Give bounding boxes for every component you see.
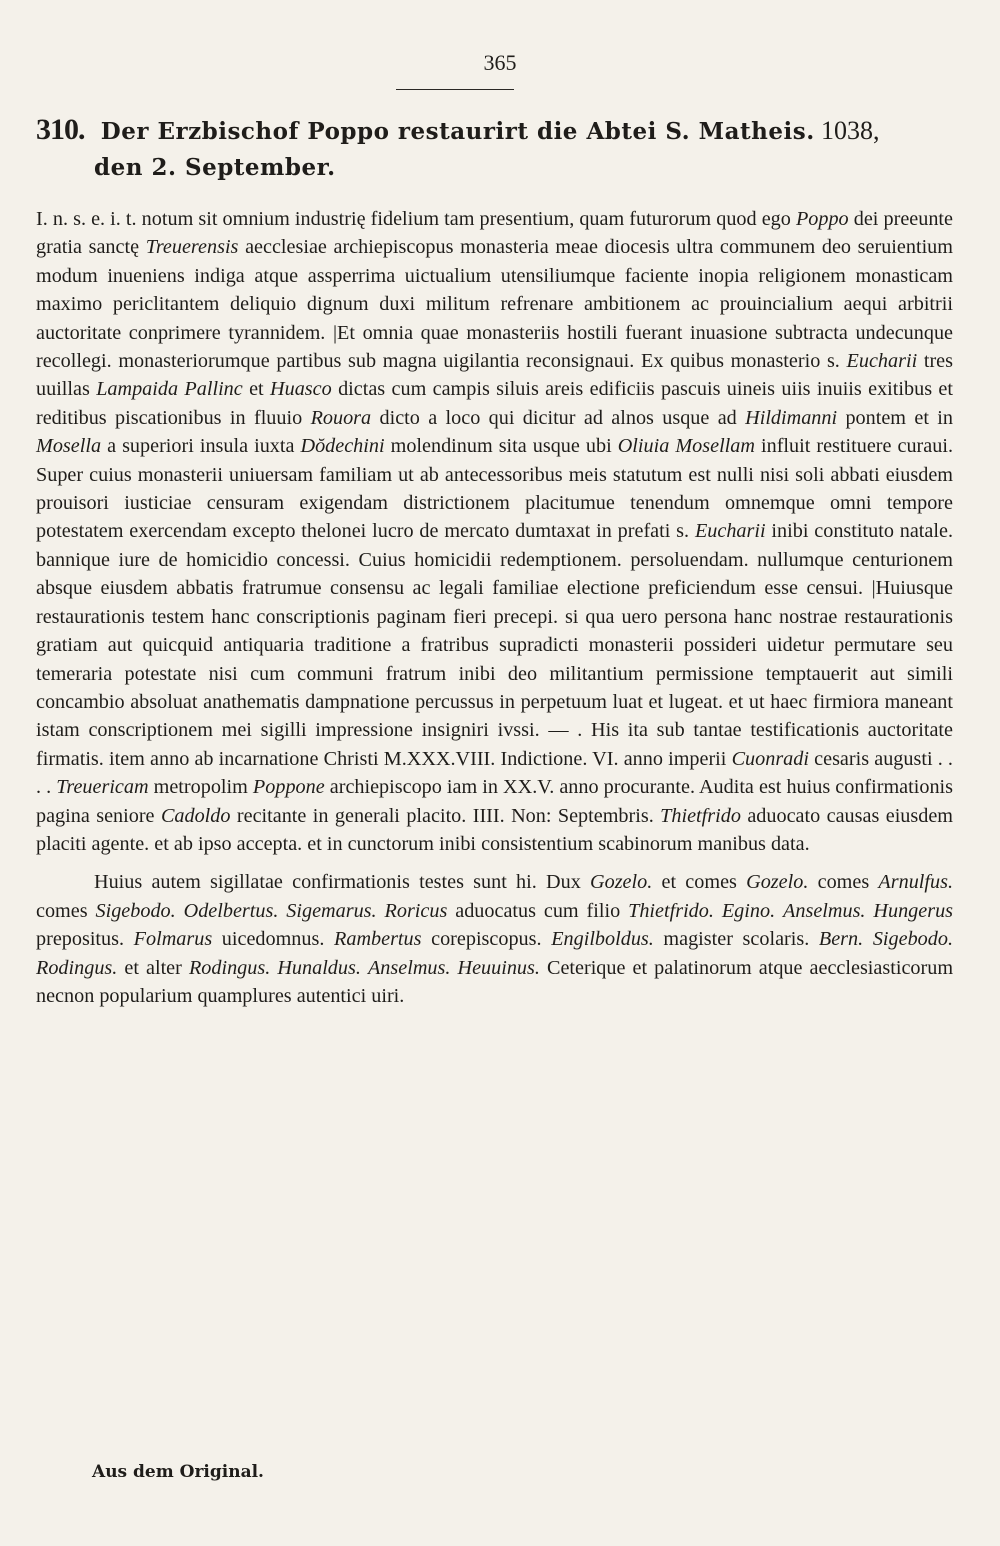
name-hildimanni: Hildimanni bbox=[745, 406, 838, 429]
text-run: inibi constituto natale. bannique iure de homicidio concessi. Cuius homicidii redemptionem. persoluendam. nullumque centurionem absque eiusdem abbatis fratrumue consensu ac legali familiae electione preficiendum esse censui. |Huiusque restaurationis testem hanc conscriptionis paginam fieri precepi. si qua uero persona hanc nostrae restaurationis gratiam aut quicquid antiquaria traditione a fratribus supradicti monasterii possideri uidetur permutare seu temeraria potestate nisi cum communi fratrum inibi deo militantium permissione temptauerit aut simili concambio absoluat anathematis dampnatione percussus in perpetuum luat et lugeat. et ut haec firmiora maneant istam conscriptionem mei sigilli impressione insigniri ivssi. — . His ita sub tantae testificationis auctoritate firmatis. item anno ab incarnatione Christi M.XXX.VIII. Indictione. VI. anno imperii bbox=[36, 520, 953, 770]
text-run: molendinum sita usque ubi bbox=[384, 435, 618, 458]
name-anselmus: Anselmus. bbox=[783, 899, 866, 922]
text-run: dei preeunte gratia sanctę bbox=[36, 208, 953, 259]
name-arnulfus: Arnulfus. bbox=[878, 871, 954, 894]
name-sigebodo: Sigebodo. bbox=[95, 899, 176, 922]
name-gozelo: Gozelo. bbox=[590, 871, 653, 894]
name-egino: Egino. bbox=[721, 899, 776, 922]
name-rouora: Rouora bbox=[310, 406, 372, 429]
text-run bbox=[714, 900, 722, 922]
text-run: uicedomnus. bbox=[212, 928, 335, 951]
name-oliuia: Oliuia Mosellam bbox=[617, 435, 755, 458]
text-run: magister scolaris. bbox=[653, 928, 819, 951]
name-cuonradi: Cuonradi bbox=[731, 747, 809, 770]
name-rodingus: Rodingus. bbox=[36, 956, 118, 979]
text-run: a superiori insula iuxta bbox=[101, 435, 301, 458]
name-folmarus: Folmarus bbox=[133, 928, 213, 951]
text-run: et alter bbox=[117, 956, 189, 979]
text-run: archiepiscopo iam in XX.V. anno procurante. Audita est huius confirmationis pagina seniore bbox=[36, 776, 954, 827]
charter-paragraph-witnesses bbox=[36, 868, 953, 1010]
name-poppo: Poppo bbox=[795, 208, 849, 230]
name-bern: Bern. bbox=[818, 928, 864, 951]
name-huasco: Huasco bbox=[270, 378, 332, 401]
name-sigemarus: Sigemarus. bbox=[286, 899, 377, 922]
name-rambertus: Rambertus bbox=[334, 928, 422, 951]
name-sigebodo: Sigebodo. bbox=[872, 928, 953, 951]
header-rule bbox=[396, 89, 514, 90]
source-note: Aus dem Original. bbox=[92, 1462, 264, 1482]
text-run: comes bbox=[36, 899, 96, 922]
charter-paragraph-main bbox=[36, 205, 953, 858]
text-run bbox=[361, 957, 368, 979]
text-run: dictas cum campis siluis areis edificiis pascuis uineis uiis inuiis exitibus et reditibus piscationibus in fluuio bbox=[36, 378, 953, 429]
name-thietfrido: Thietfrido. bbox=[628, 899, 714, 922]
name-thietfrido: Thietfrido bbox=[660, 804, 741, 827]
name-odelbertus: Odelbertus. bbox=[183, 899, 279, 922]
text-run: aduocatus cum filio bbox=[447, 899, 629, 922]
name-heuuinus: Heuuinus. bbox=[457, 956, 540, 979]
text-run: aduocato causas eiusdem placiti agente. et ab ipso accepta. et in cunctorum inibi consistentium scabinorum manibus data. bbox=[36, 804, 954, 855]
document-title: Der Erzbischof Poppo restaurirt die Abtei S. Matheis. bbox=[100, 118, 815, 145]
name-hunaldus: Hunaldus. bbox=[277, 956, 361, 979]
text-run: corepiscopus. bbox=[421, 928, 552, 951]
text-run: pontem et in bbox=[837, 406, 953, 429]
name-eucharii: Eucharii bbox=[846, 350, 918, 373]
document-year: 1038, bbox=[820, 116, 880, 145]
name-treuerensis: Treuerensis bbox=[145, 236, 239, 259]
text-run: dicto a loco qui dicitur ad alnos usque ad bbox=[371, 406, 746, 429]
name-gozelo: Gozelo. bbox=[746, 871, 809, 894]
text-run bbox=[377, 900, 385, 922]
text-run: I. n. s. e. i. t. notum sit omnium industrię fidelium tam presentium, quam futurorum quod ego bbox=[36, 208, 796, 230]
name-lampaida: Lampaida Pallinc bbox=[96, 378, 243, 401]
page-number: 365 bbox=[483, 50, 517, 75]
text-run: recitante in generali placito. IIII. Non: Septembris. bbox=[230, 804, 661, 827]
name-hungerus: Hungerus bbox=[873, 899, 954, 922]
name-engilboldus: Engilboldus. bbox=[551, 928, 654, 951]
document-date: den 2. September. bbox=[94, 154, 336, 181]
text-run: et comes bbox=[652, 871, 747, 894]
text-run: aecclesiae archiepiscopus monasteria meae diocesis ultra communem deo seruientium modum inueniens indiga atque assperrima uictualium utensiliumque faciente inopia religionem monasticam maximo periclitantem deliquio dignum duxi militum refrenare ambitionem ac prouincialium aequi arbitrii auctoritate conprimere tyrannidem. |Et omnia quae monasteriis hostili fuerant inuasione subtracta undecunque recollegi. monasteriorumque partibus sub magna uigilantia reconsignaui. Ex quibus monasterio s. bbox=[36, 236, 953, 373]
text-run bbox=[863, 928, 873, 950]
name-dodechini: Dŏdechini bbox=[300, 435, 385, 458]
name-poppone: Poppone bbox=[252, 776, 325, 799]
name-treuericam: Treuericam bbox=[56, 776, 149, 799]
text-run: et bbox=[242, 378, 271, 401]
name-roricus: Roricus bbox=[384, 899, 448, 922]
document-heading bbox=[36, 112, 956, 186]
text-run: cesaris augusti . . . . bbox=[36, 747, 953, 799]
name-cadoldo: Cadoldo bbox=[160, 804, 231, 827]
text-run: Ceterique et palatinorum atque aecclesiasticorum necnon popularium quamplures autentici uiri. bbox=[36, 956, 954, 1007]
text-run: influit restituere curaui. Super cuius monasterii uniuersam familiam ut ab antecessoribus meis statutum est nulli nisi soli abbati eiusdem prouisori iusticiae censuram exigendam districtionem placitumue tenendum omnemque omni tempore potestatem exercendam excepto thelonei lucro de mercato dumtaxat in prefati s. bbox=[36, 435, 953, 543]
document-number: 310. bbox=[36, 113, 85, 146]
name-eucharii: Eucharii bbox=[694, 520, 766, 543]
text-run bbox=[176, 900, 184, 922]
name-mosella: Mosella bbox=[36, 435, 102, 458]
charter-text bbox=[36, 205, 953, 1010]
name-anselmus: Anselmus. bbox=[367, 956, 451, 979]
text-run: Huius autem sigillatae confirmationis testes sunt hi. Dux bbox=[94, 871, 591, 894]
text-run: tres uuillas bbox=[36, 350, 953, 401]
text-run bbox=[775, 900, 783, 922]
name-rodingus: Rodingus. bbox=[188, 956, 271, 979]
text-run: prepositus. bbox=[36, 928, 134, 951]
text-run: comes bbox=[808, 871, 879, 894]
text-run: metropolim bbox=[148, 776, 253, 799]
